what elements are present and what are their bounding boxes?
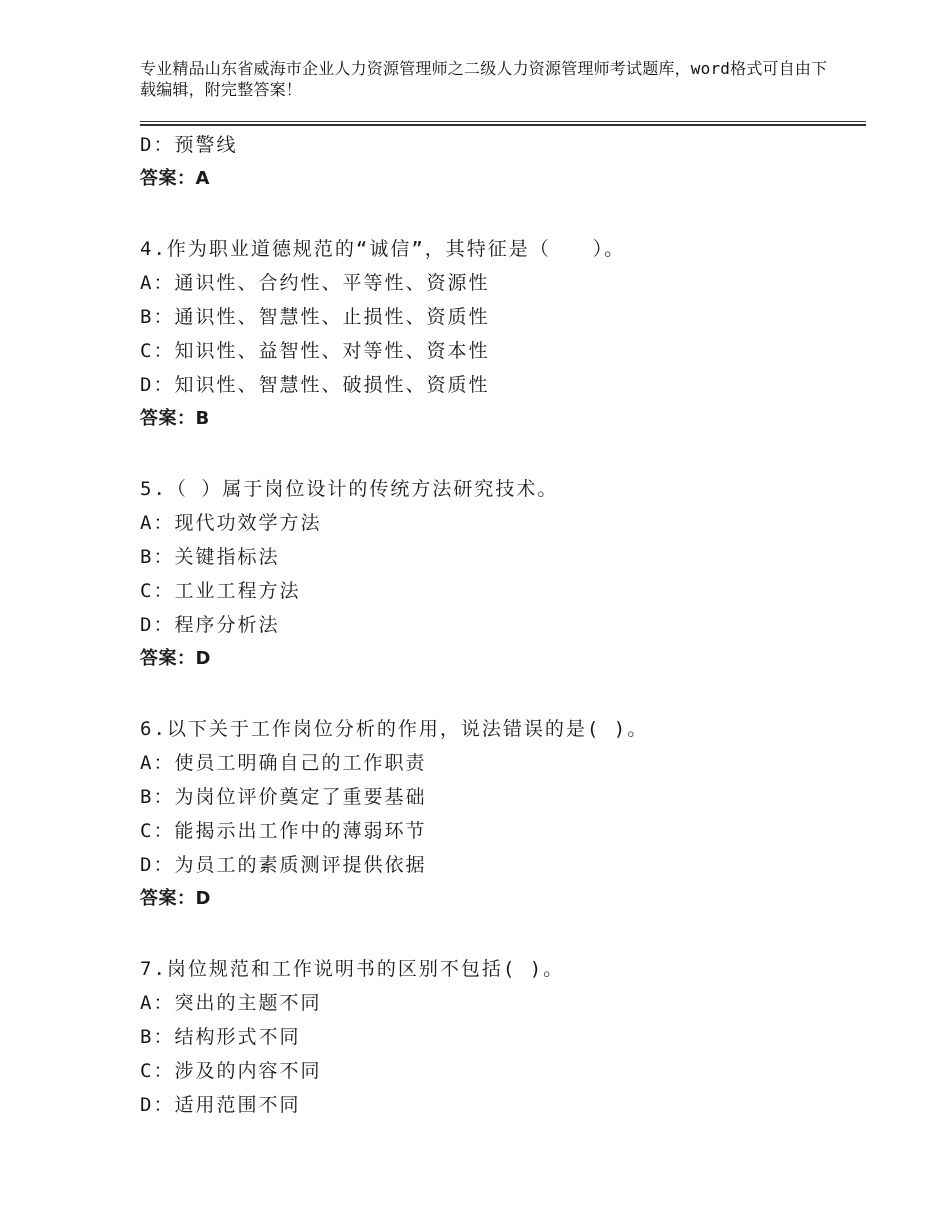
option-b: B：结构形式不同: [140, 1026, 301, 1048]
option-d: D：适用范围不同: [140, 1094, 301, 1116]
option-b: B：通识性、智慧性、止损性、资质性: [140, 306, 490, 328]
option-b: B：关键指标法: [140, 546, 280, 568]
question-stem: 5.（ ）属于岗位设计的传统方法研究技术。: [140, 478, 559, 500]
question-list: [140, 128, 866, 1122]
document-header-title: 专业精品山东省威海市企业人力资源管理师之二级人力资源管理师考试题库，word格式可自由下载编辑，附完整答案！: [140, 59, 828, 99]
option-c: C：工业工程方法: [140, 580, 301, 602]
option-b: B：为岗位评价奠定了重要基础: [140, 786, 427, 808]
answer-label: 答案：D: [140, 888, 211, 909]
option-d: D：为员工的素质测评提供依据: [140, 854, 427, 876]
option-d: D：预警线: [140, 134, 238, 156]
question-4: [140, 232, 866, 436]
question-stem: 4.作为职业道德规范的“诚信”，其特征是（ ）。: [140, 238, 626, 260]
question-fragment: [140, 128, 866, 196]
question-7: [140, 952, 866, 1122]
option-a: A：突出的主题不同: [140, 992, 322, 1014]
header-divider-thick: [140, 124, 866, 126]
question-5: [140, 472, 866, 676]
option-c: C：知识性、益智性、对等性、资本性: [140, 340, 490, 362]
answer-label: 答案：A: [140, 168, 210, 189]
question-6: [140, 712, 866, 916]
option-c: C：能揭示出工作中的薄弱环节: [140, 820, 427, 842]
option-d: D：程序分析法: [140, 614, 280, 636]
option-a: A：使员工明确自己的工作职责: [140, 752, 427, 774]
option-a: A：通识性、合约性、平等性、资源性: [140, 272, 490, 294]
answer-label: 答案：D: [140, 648, 211, 669]
option-d: D：知识性、智慧性、破损性、资质性: [140, 374, 490, 396]
question-stem: 6.以下关于工作岗位分析的作用，说法错误的是( )。: [140, 718, 649, 740]
answer-label: 答案：B: [140, 408, 210, 429]
option-a: A：现代功效学方法: [140, 512, 322, 534]
option-c: C：涉及的内容不同: [140, 1060, 322, 1082]
header-divider-thin: [140, 121, 866, 122]
question-stem: 7.岗位规范和工作说明书的区别不包括( )。: [140, 958, 565, 980]
